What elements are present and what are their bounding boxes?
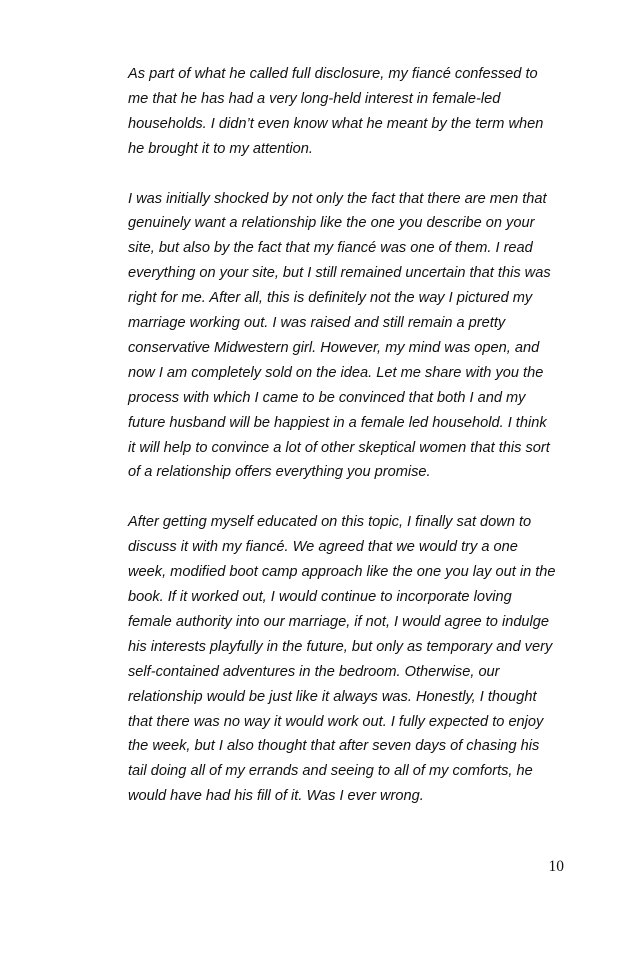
text-line: he brought it to my attention. [128,140,313,157]
text-line: right for me. After all, this is definitely not the way I pictured my [128,290,533,307]
text-line: self-contained adventures in the bedroom. Otherwise, our [128,663,500,680]
text-line: his interests playfully in the future, but only as temporary and very [128,638,553,655]
text-line: As part of what he called full disclosure, my fiancé confessed to [128,66,538,82]
text-line: me that he has had a very long-held interest in female-led [128,90,501,107]
text-line: households. I didn’t even know what he meant by the term when [128,115,544,132]
page-number: 10 [548,858,564,875]
text-line: tail doing all of my errands and seeing to all of my comforts, he [128,763,533,780]
text-line: the week, but I also thought that after seven days of chasing his [128,738,540,755]
text-line: genuinely want a relationship like the one you describe on your [128,215,535,232]
text-line: conservative Midwestern girl. However, my mind was open, and [128,339,540,356]
text-line: of a relationship offers everything you promise. [128,464,431,481]
text-line: marriage working out. I was raised and still remain a pretty [128,315,506,332]
text-line: I was initially shocked by not only the fact that there are men that [128,190,547,207]
paragraph-1 [128,62,573,162]
text-line: week, modified boot camp approach like the one you lay out in the [128,564,556,581]
text-line: female authority into our marriage, if not, I would agree to indulge [128,613,550,630]
text-line: discuss it with my fiancé. We agreed that we would try a one [128,539,518,556]
text-line: that there was no way it would work out. I fully expected to enjoy [128,713,544,730]
text-line: it will help to convince a lot of other skeptical women that this sort [128,439,550,456]
text-line: everything on your site, but I still remained uncertain that this was [128,265,551,282]
body-text [128,62,573,834]
text-line: relationship would be just like it always was. Honestly, I thought [128,688,537,705]
text-line: After getting myself educated on this topic, I finally sat down to [128,514,532,531]
text-line: future husband will be happiest in a female led household. I think [128,414,547,431]
paragraph-2 [128,187,573,486]
text-line: would have had his fill of it. Was I ever wrong. [128,788,424,805]
text-line: now I am completely sold on the idea. Let me share with you the [128,364,544,381]
paragraph-3 [128,510,573,809]
text-line: book. If it worked out, I would continue to incorporate loving [128,589,512,605]
text-line: process with which I came to be convinced that both I and my [128,389,526,406]
text-line: site, but also by the fact that my fiancé was one of them. I read [128,240,533,257]
